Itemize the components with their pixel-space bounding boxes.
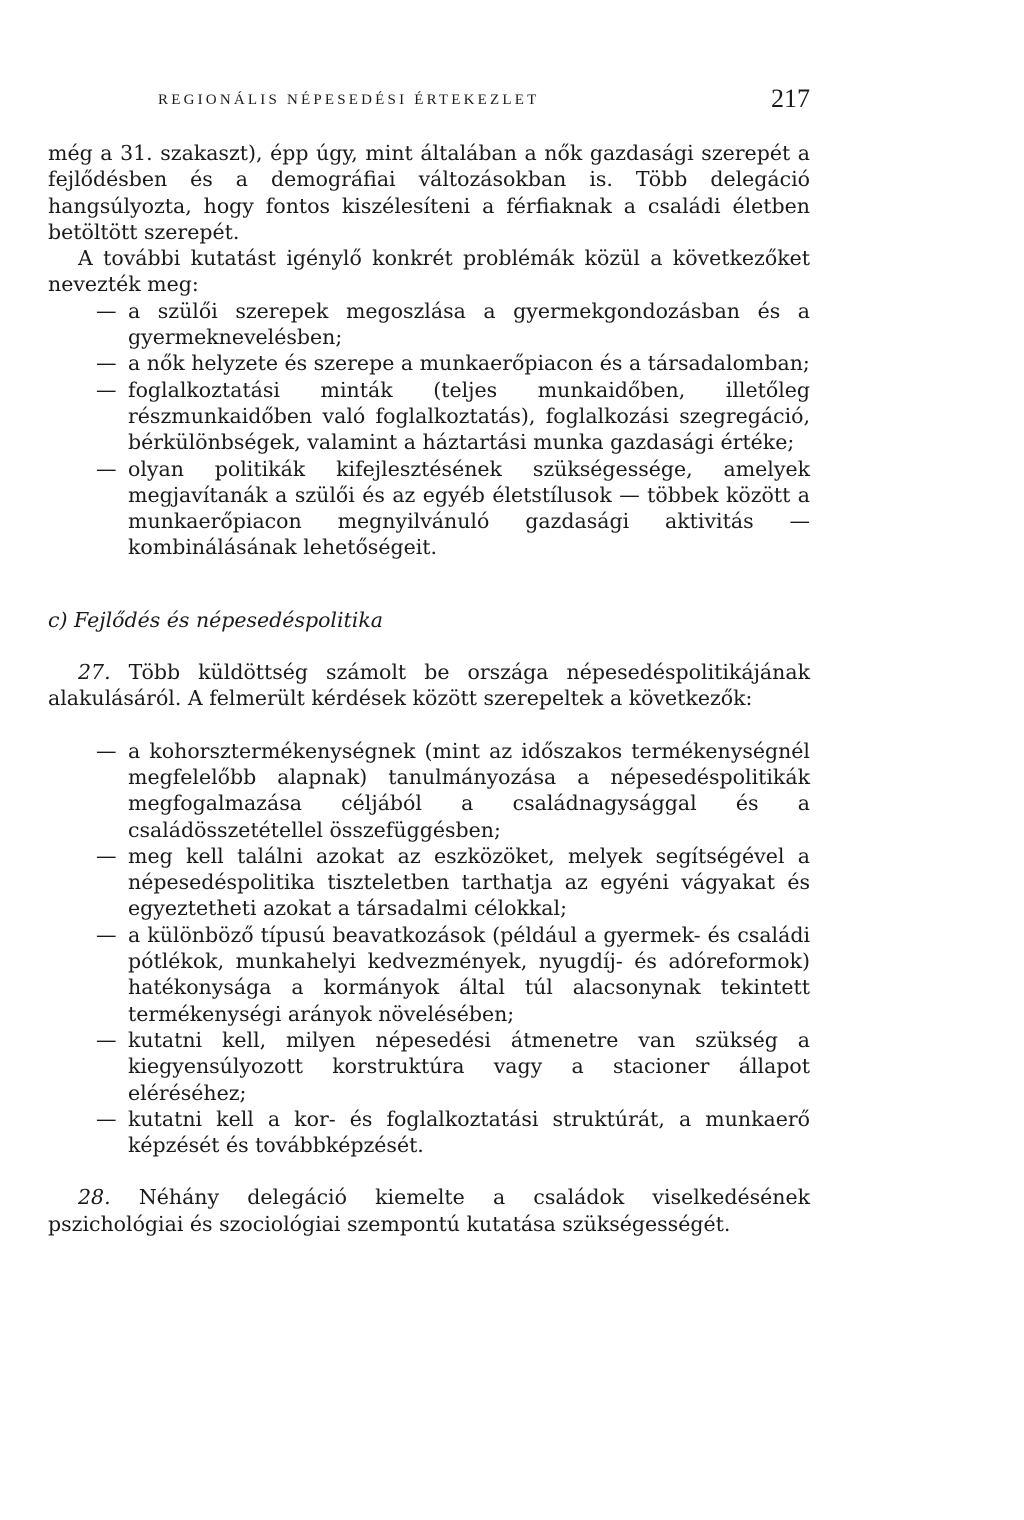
paragraph-27	[48, 659, 810, 712]
page-body	[48, 140, 810, 1237]
paragraph-number: 27.	[78, 660, 111, 685]
dash-marker: —	[96, 298, 117, 323]
dash-marker: —	[96, 351, 117, 376]
list-item-text: a különböző típusú beavatkozások (például a gyermek- és családi pótlékok, munkahelyi kedvezmények, nyugdíj- és adóreformok) hatékonysága a kormányok által túl alacsonynak tekintett termékenységi arányok növelésében;	[128, 922, 810, 1026]
list-item	[48, 922, 810, 1027]
problems-list	[48, 298, 810, 561]
page-header	[158, 78, 810, 128]
dash-marker: —	[96, 1106, 117, 1131]
dash-marker: —	[96, 738, 117, 763]
list-item	[48, 298, 810, 351]
list-item	[48, 350, 810, 376]
population-policy-list	[48, 738, 810, 1159]
list-item	[48, 456, 810, 561]
list-item	[48, 1106, 810, 1159]
dash-marker: —	[96, 377, 117, 402]
list-item-text: kutatni kell, milyen népesedési átmenetre van szükség a kiegyensúlyozott korstruktúra vagy a stacioner állapot eléréséhez;	[128, 1027, 810, 1105]
dash-marker: —	[96, 843, 117, 868]
paragraph-problems-intro: A további kutatást igénylő konkrét problémák közül a következőket nevezték meg:	[48, 246, 810, 297]
list-item	[48, 377, 810, 456]
list-item-text: kutatni kell a kor- és foglalkoztatási struktúrát, a munkaerő képzését és továbbképzését.	[128, 1106, 810, 1158]
list-item	[48, 843, 810, 922]
list-item-text: foglalkoztatási minták (teljes munkaidőben, illetőleg részmunkaidőben való foglalkoztatás), foglalkozási szegregáció, bérkülönbségek, valamint a háztartási munka gazdasági értéke;	[128, 377, 810, 455]
paragraph-continuation: még a 31. szakaszt), épp úgy, mint általában a nők gazdasági szerepét a fejlődésben és a demográfiai változásokban is. Több delegáció hangsúlyozta, hogy fontos kiszélesíteni a férfiaknak a családi életben betöltött szerepét.	[48, 141, 810, 244]
paragraph-number: 28.	[78, 1185, 111, 1210]
dash-marker: —	[96, 456, 117, 481]
list-item-text: meg kell találni azokat az eszközöket, melyek segítségével a népesedéspolitika tiszteletben tarthatja az egyéni vágyakat és egyeztetheti azokat a társadalmi célokkal;	[128, 843, 810, 921]
list-item-text: a szülői szerepek megoszlása a gyermekgondozásban és a gyermeknevelésben;	[128, 298, 810, 350]
paragraph-27-text: Több küldöttség számolt be országa népesedéspolitikájának alakulásáról. A felmerült kérdések között szerepeltek a következők:	[48, 660, 810, 711]
dash-marker: —	[96, 922, 117, 947]
dash-marker: —	[96, 1027, 117, 1052]
list-item	[48, 738, 810, 843]
list-item-text: olyan politikák kifejlesztésének szükségessége, amelyek megjavítanák a szülői és az egyéb életstílusok — többek között a munkaerőpiacon megnyilvánuló gazdasági aktivitás — kombinálásának lehetőségeit.	[128, 456, 810, 560]
list-item-text: a kohorsztermékenységnek (mint az időszakos termékenységnél megfelelőbb alapnak) tanulmányozása a népesedéspolitikák megfogalmazása céljából a családnagysággal és a családösszetétellel összefüggésben;	[128, 738, 810, 842]
list-item-text: a nők helyzete és szerepe a munkaerőpiacon és a társadalomban;	[128, 351, 810, 376]
running-head: REGIONÁLIS NÉPESEDÉSI ÉRTEKEZLET	[158, 92, 540, 108]
page-number: 217	[771, 84, 810, 113]
section-heading: c) Fejlődés és népesedéspolitika	[48, 607, 383, 632]
paragraph-28	[48, 1184, 810, 1237]
paragraph-28-text: Néhány delegáció kiemelte a családok viselkedésének pszichológiai és szociológiai szempontú kutatása szükségességét.	[48, 1185, 810, 1236]
list-item	[48, 1027, 810, 1106]
